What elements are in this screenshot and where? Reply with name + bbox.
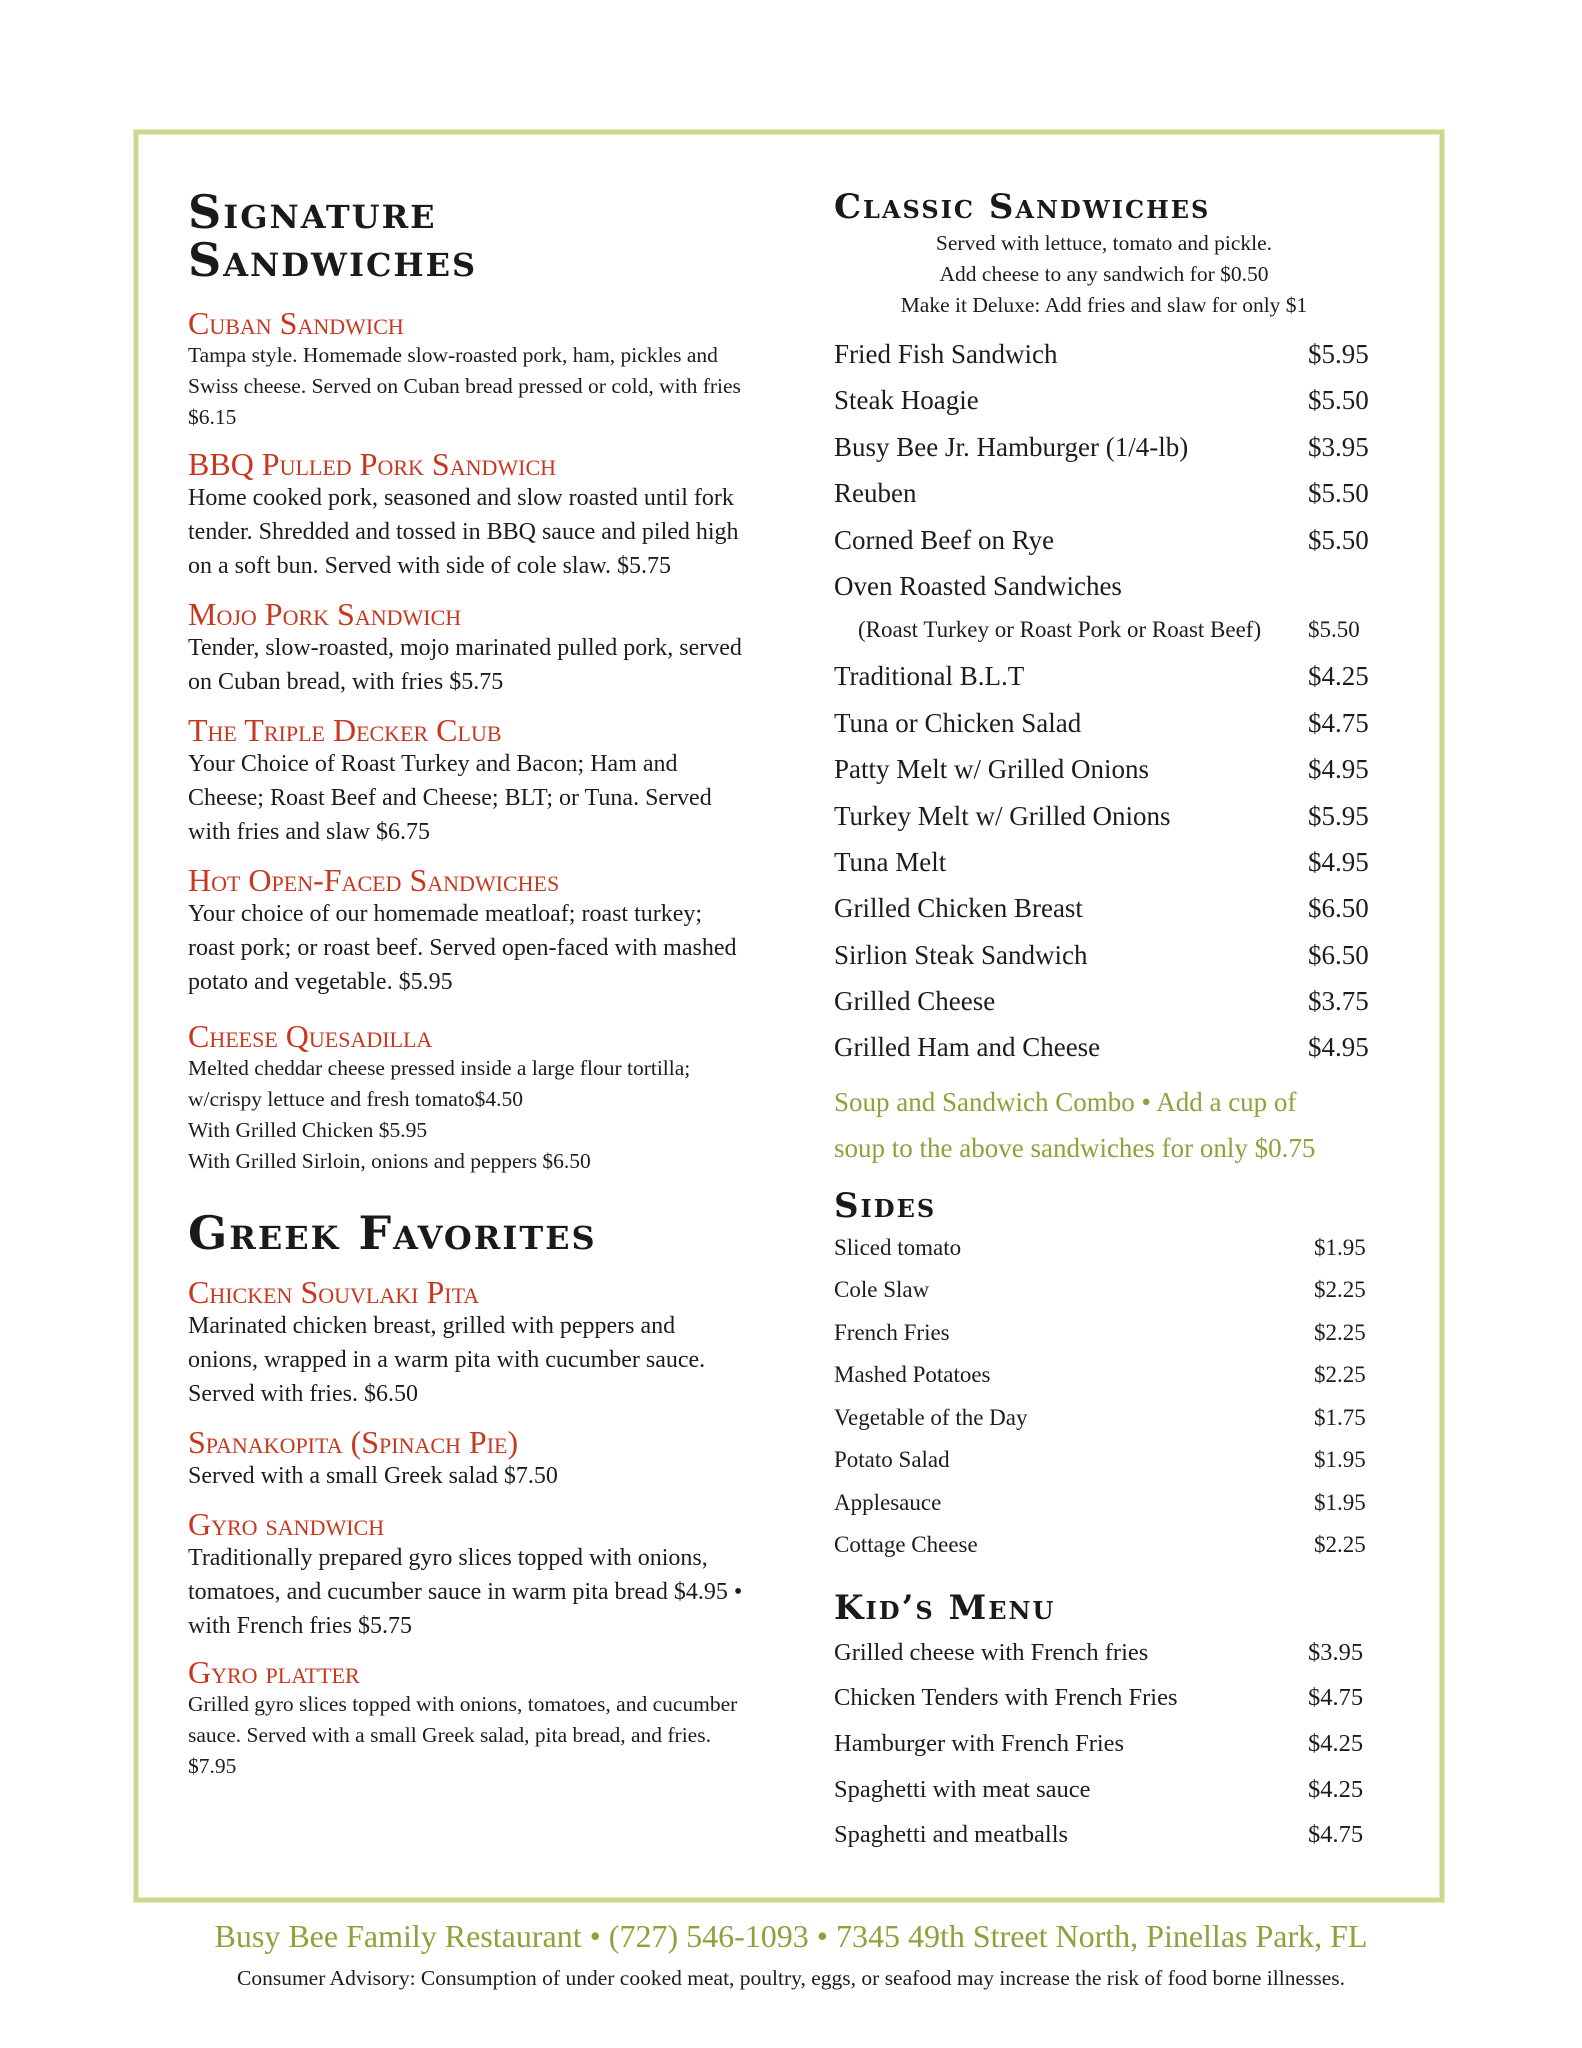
left-column — [188, 185, 748, 1782]
side-row: Cottage Cheese $2.25 — [834, 1532, 1366, 1558]
signature-item-quesadilla — [188, 1019, 748, 1177]
menu-row: Grilled Chicken Breast $6.50 — [834, 893, 1369, 924]
kids-heading: Kid’s Menu — [834, 1587, 1056, 1628]
signature-item-cuban — [188, 306, 748, 433]
menu-row: Corned Beef on Rye $5.50 — [834, 524, 1369, 555]
item-title: Hot Open-Faced Sandwiches — [188, 862, 560, 898]
right-column — [834, 188, 1374, 1867]
classic-note: Served with lettuce, tomato and pickle. — [935, 231, 1273, 255]
kid-row: Hamburger with French Fries $4.25 — [834, 1730, 1364, 1758]
classic-list — [834, 339, 1374, 1079]
kids-list — [834, 1639, 1374, 1867]
item-title: Chicken Souvlaki Pita — [188, 1274, 480, 1310]
classic-note: Add cheese to any sandwich for $0.50 — [939, 262, 1269, 286]
side-row: Applesauce $1.95 — [834, 1489, 1366, 1515]
item-extra: With Grilled Chicken $5.95 — [188, 1118, 428, 1142]
item-title: Mojo Pork Sandwich — [188, 596, 462, 632]
greek-item-gyro-platter — [188, 1655, 748, 1782]
menu-row: Grilled Ham and Cheese $4.95 — [834, 1032, 1369, 1063]
menu-row: Tuna or Chicken Salad $4.75 — [834, 707, 1369, 738]
item-desc: Traditionally prepared gyro slices topped with onions, tomatoes, and cucumber sauce in warm pita bread $4.95 • with French fries $5.75 — [188, 1545, 743, 1639]
item-desc: Grilled gyro slices topped with onions, tomatoes, and cucumber sauce. Served with a small Greek salad, pita bread, and fries. $7.95 — [188, 1692, 738, 1778]
greek-item-spanakopita — [188, 1425, 748, 1493]
item-desc: Your Choice of Roast Turkey and Bacon; Ham and Cheese; Roast Beef and Cheese; BLT; or Tuna. Served with fries and slaw $6.75 — [188, 751, 712, 845]
menu-row: Grilled Cheese $3.75 — [834, 986, 1369, 1017]
menu-row: Patty Melt w/ Grilled Onions $4.95 — [834, 754, 1369, 785]
item-desc: Marinated chicken breast, grilled with peppers and onions, wrapped in a warm pita with cucumber sauce. Served with fries. $6.50 — [188, 1313, 706, 1407]
menu-row: Reuben $5.50 — [834, 478, 1369, 509]
soup-combo — [834, 1079, 1374, 1171]
item-desc: Served with a small Greek salad $7.50 — [188, 1463, 558, 1489]
item-title: Gyro sandwich — [188, 1506, 385, 1542]
combo-line: Soup and Sandwich Combo • Add a cup of — [834, 1086, 1297, 1117]
item-desc: Home cooked pork, seasoned and slow roasted until fork tender. Shredded and tossed in BBQ sauce and piled high on a soft bun. Served with side of cole slaw. $5.75 — [188, 485, 739, 579]
kid-row: Spaghetti with meat sauce $4.25 — [834, 1775, 1364, 1803]
signature-item-bbq — [188, 447, 748, 583]
menu-row: Steak Hoagie $5.50 — [834, 385, 1369, 416]
item-title: The Triple Decker Club — [188, 712, 502, 748]
item-desc: Tender, slow-roasted, mojo marinated pulled pork, served on Cuban bread, with fries $5.75 — [188, 635, 742, 695]
side-row: French Fries $2.25 — [834, 1319, 1366, 1345]
item-title: Spanakopita (Spinach Pie) — [188, 1424, 519, 1460]
kid-row: Chicken Tenders with French Fries $4.75 — [834, 1684, 1364, 1712]
greek-item-souvlaki — [188, 1275, 748, 1411]
signature-heading: Signature Sandwiches — [188, 185, 478, 287]
side-row: Mashed Potatoes $2.25 — [834, 1362, 1366, 1388]
side-row: Cole Slaw $2.25 — [834, 1277, 1366, 1303]
side-row: Vegetable of the Day $1.75 — [834, 1404, 1366, 1430]
item-desc: Melted cheddar cheese pressed inside a large flour tortilla; w/crispy lettuce and fresh tomato$4.50 — [188, 1056, 691, 1111]
classic-notes — [834, 228, 1374, 321]
side-row: Sliced tomato $1.95 — [834, 1234, 1366, 1260]
sides-list — [834, 1235, 1374, 1575]
menu-row: Sirlion Steak Sandwich $6.50 — [834, 939, 1369, 970]
item-desc: Your choice of our homemade meatloaf; roast turkey; roast pork; or roast beef. Served open-faced with mashed potato and vegetable. $5.95 — [188, 901, 737, 995]
item-title: BBQ Pulled Pork Sandwich — [188, 446, 557, 482]
consumer-advisory: Consumer Advisory: Consumption of under cooked meat, poultry, eggs, or seafood may increase the risk of food borne illnesses. — [236, 1966, 1346, 1990]
classic-note: Make it Deluxe: Add fries and slaw for only $1 — [900, 293, 1308, 317]
combo-line: soup to the above sandwiches for only $0.75 — [834, 1132, 1316, 1163]
menu-row: Tuna Melt $4.95 — [834, 846, 1369, 877]
kid-row: Grilled cheese with French fries $3.95 — [834, 1638, 1364, 1666]
signature-item-club — [188, 713, 748, 849]
kid-row: Spaghetti and meatballs $4.75 — [834, 1821, 1364, 1849]
item-extra: With Grilled Sirloin, onions and peppers $6.50 — [188, 1149, 591, 1173]
menu-row: Oven Roasted Sandwiches — [834, 570, 1122, 601]
item-title: Cheese Quesadilla — [188, 1018, 433, 1054]
signature-item-open-faced — [188, 863, 748, 999]
menu-row: Fried Fish Sandwich $5.95 — [834, 339, 1369, 369]
greek-item-gyro-sandwich — [188, 1507, 748, 1643]
menu-row: Traditional B.L.T $4.25 — [834, 661, 1369, 692]
restaurant-info: Busy Bee Family Restaurant • (727) 546-1093 • 7345 49th Street North, Pinellas Park, FL — [214, 1918, 1368, 1954]
item-desc: Tampa style. Homemade slow-roasted pork, ham, pickles and Swiss cheese. Served on Cuban bread pressed or cold, with fries $6.15 — [188, 343, 741, 429]
classic-heading: Classic Sandwiches — [834, 187, 1211, 227]
item-title: Gyro platter — [188, 1654, 360, 1690]
menu-row: Turkey Melt w/ Grilled Onions $5.95 — [834, 800, 1369, 831]
signature-item-mojo — [188, 597, 748, 699]
sides-heading: Sides — [834, 1185, 937, 1226]
item-title: Cuban Sandwich — [188, 305, 404, 341]
greek-heading: Greek Favorites — [188, 1206, 597, 1260]
menu-row-sub: (Roast Turkey or Roast Pork or Roast Beef) $5.50 — [858, 617, 1360, 643]
menu-row: Busy Bee Jr. Hamburger (1/4-lb) $3.95 — [834, 431, 1369, 462]
side-row: Potato Salad $1.95 — [834, 1447, 1366, 1473]
